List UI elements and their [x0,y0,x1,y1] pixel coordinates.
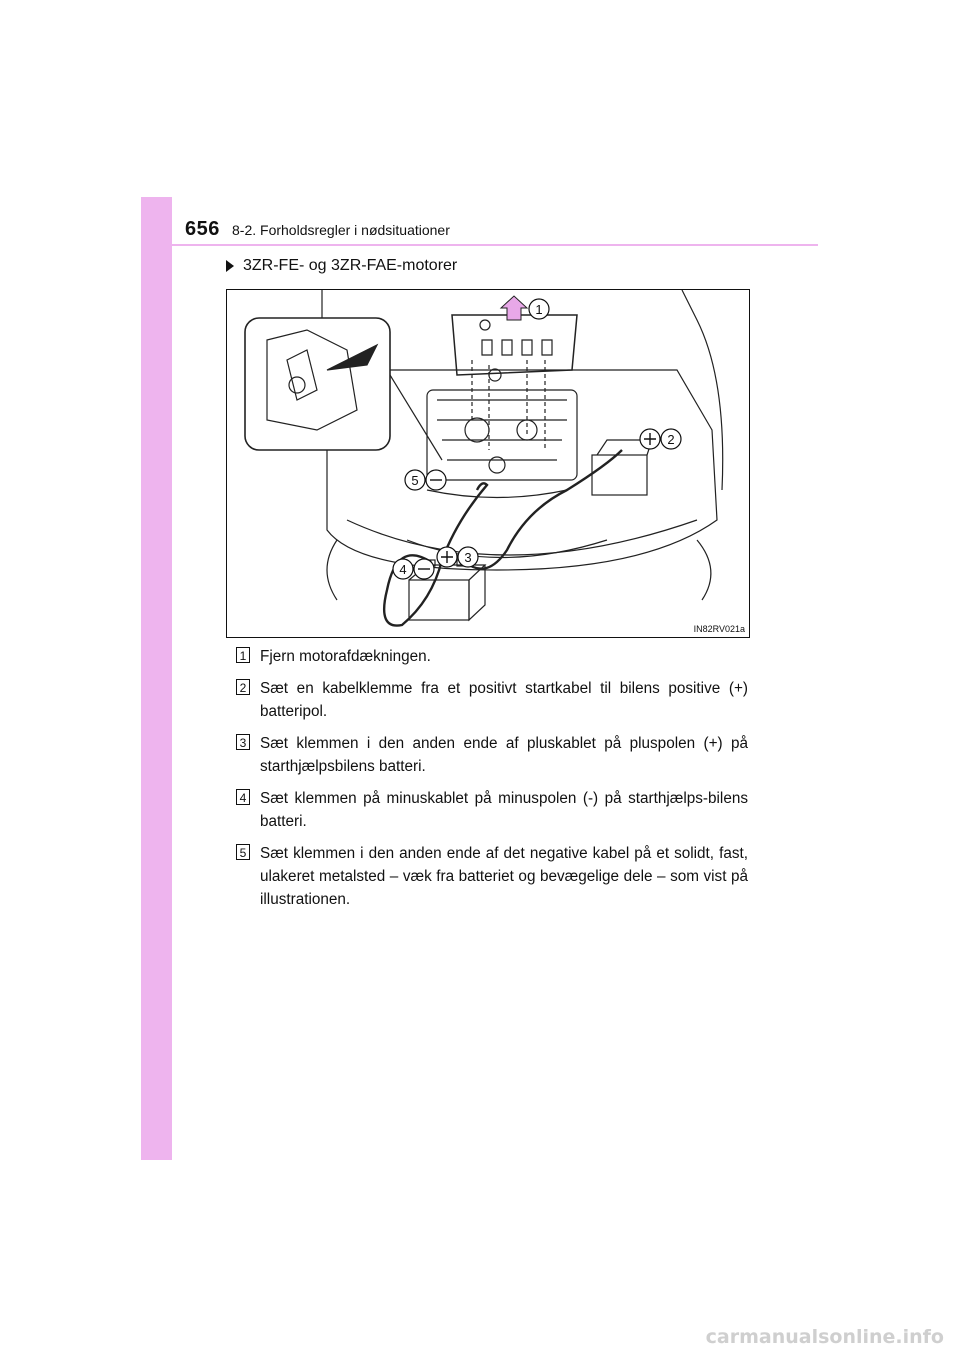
header-divider [141,244,818,246]
callout-1 [529,299,549,319]
bullet-triangle-icon [226,260,234,272]
watermark-site: carmanualsonline.info [705,1326,944,1348]
callout-5 [405,470,446,490]
step-4 [236,787,748,833]
step-5-text: Sæt klemmen i den anden ende af det negative kabel på et solidt, fast, ulakeret metalsted – væk fra batteriet og bevægelige dele – som vist på illustrationen. [260,845,748,908]
step-4-number: 4 [236,789,250,805]
step-3 [236,732,748,778]
engine-subheading [226,257,457,275]
callout-2 [640,429,681,449]
chapter-sidebar-tab [141,197,172,1160]
step-3-text: Sæt klemmen i den anden ende af pluskablet på pluspolen (+) på starthjælpsbilens batteri. [260,735,748,775]
callout-3-label: 3 [464,550,472,565]
page-number: 656 [185,218,220,240]
callout-4-label: 4 [399,562,407,577]
engine-bay-drawing [227,290,750,638]
engine-subheading-text: 3ZR-FE- og 3ZR-FAE-motorer [243,257,458,274]
step-1-text: Fjern motorafdækningen. [260,648,431,665]
figure-code: IN82RV021a [693,624,745,634]
step-2 [236,677,748,723]
callout-1-label: 1 [535,302,543,317]
step-1 [236,645,748,668]
step-1-number: 1 [236,647,250,663]
callout-2-label: 2 [667,432,675,447]
jump-start-illustration [226,289,750,638]
step-list [236,645,748,920]
step-2-number: 2 [236,679,250,695]
section-title: 8-2. Forholdsregler i nødsituationer [232,222,450,238]
lift-arrow-icon [501,296,527,320]
step-4-text: Sæt klemmen på minuskablet på minuspolen (-) på starthjælps-bilens batteri. [260,790,748,830]
step-3-number: 3 [236,734,250,750]
step-5-number: 5 [236,844,250,860]
callout-5-label: 5 [411,473,419,488]
step-5 [236,842,748,911]
step-2-text: Sæt en kabelklemme fra et positivt startkabel til bilens positive (+) batteripol. [260,680,748,720]
